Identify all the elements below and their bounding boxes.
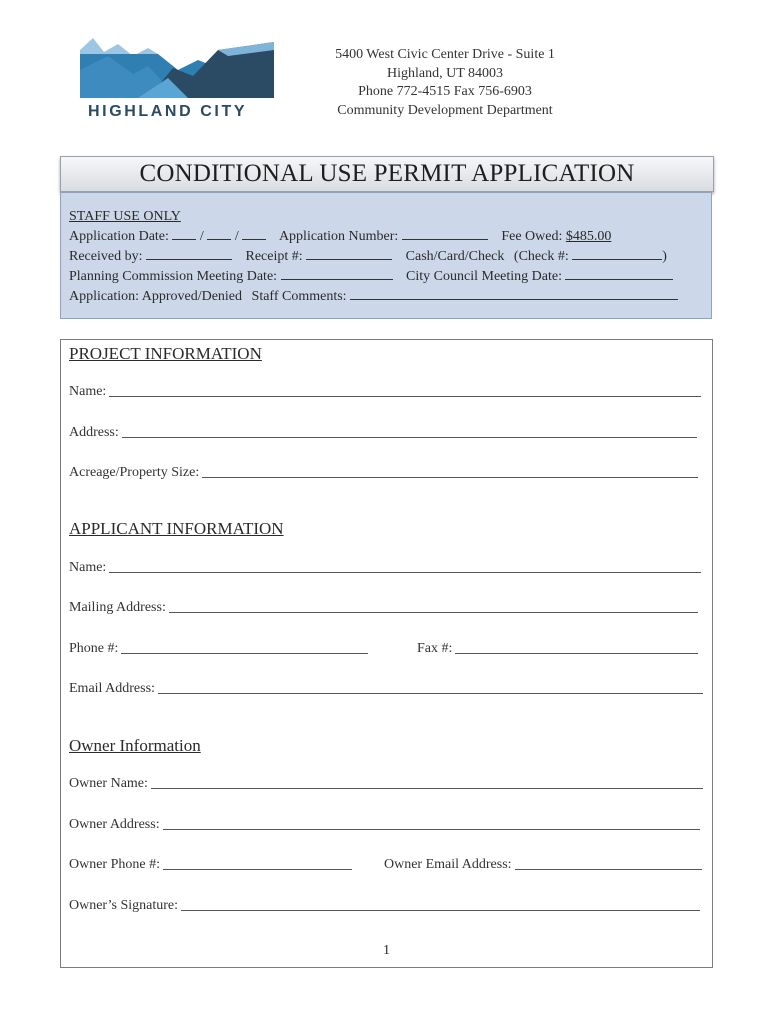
check-number-field[interactable] xyxy=(572,247,662,260)
planning-commission-date-field[interactable] xyxy=(281,267,393,280)
field-label: Owner’s Signature: xyxy=(69,898,178,913)
staff-comments-label: Staff Comments: xyxy=(251,289,347,304)
city-council-date-field[interactable] xyxy=(565,267,673,280)
owner-name-field[interactable] xyxy=(69,776,703,792)
owner-signature-field[interactable] xyxy=(69,898,700,914)
input-line[interactable] xyxy=(455,652,698,654)
application-date-label: Application Date: xyxy=(69,229,169,244)
input-line[interactable] xyxy=(121,652,368,654)
field-label: Fax #: xyxy=(417,641,453,656)
address-line: Community Development Department xyxy=(337,102,553,118)
application-form xyxy=(60,339,713,968)
staff-heading: STAFF USE ONLY xyxy=(69,209,181,224)
owner-address-field[interactable] xyxy=(69,817,700,833)
city-council-label: City Council Meeting Date: xyxy=(406,269,562,284)
staff-use-section xyxy=(60,192,712,319)
received-by-label: Received by: xyxy=(69,249,143,264)
owner-email-field[interactable] xyxy=(384,857,702,873)
receipt-field[interactable] xyxy=(306,247,392,260)
payment-method-label: Cash/Card/Check xyxy=(405,249,505,264)
input-line[interactable] xyxy=(122,436,697,438)
project-name-field[interactable] xyxy=(69,384,701,400)
acreage-field[interactable] xyxy=(69,465,698,481)
input-line[interactable] xyxy=(109,395,701,397)
mailing-address-field[interactable] xyxy=(69,600,698,616)
title-bar xyxy=(60,156,714,192)
input-line[interactable] xyxy=(109,571,701,573)
date-separator: / xyxy=(199,229,204,244)
input-line[interactable] xyxy=(181,909,700,911)
owner-phone-field[interactable] xyxy=(69,857,352,873)
field-label: Owner Address: xyxy=(69,817,160,832)
project-address-field[interactable] xyxy=(69,425,697,441)
planning-commission-label: Planning Commission Meeting Date: xyxy=(69,269,278,284)
input-line[interactable] xyxy=(158,692,703,694)
fee-owed-label: Fee Owed: xyxy=(501,229,563,244)
address-line: Highland, UT 84003 xyxy=(386,65,503,81)
fax-field[interactable] xyxy=(417,641,698,657)
application-status-label: Application: Approved/Denied xyxy=(69,289,243,304)
field-label: Mailing Address: xyxy=(69,600,166,615)
staff-row-2 xyxy=(69,247,667,266)
input-line[interactable] xyxy=(163,868,352,870)
logo-wordmark: HIGHLAND CITY xyxy=(88,103,248,120)
field-label: Acreage/Property Size: xyxy=(69,465,200,480)
application-number-label: Application Number: xyxy=(278,229,399,244)
date-month-field[interactable] xyxy=(172,227,196,240)
field-label: Name: xyxy=(69,560,107,575)
email-field[interactable] xyxy=(69,681,703,697)
office-address xyxy=(300,46,590,120)
page-number: 1 xyxy=(383,943,390,958)
field-label: Owner Phone #: xyxy=(69,857,160,872)
applicant-info-heading: APPLICANT INFORMATION xyxy=(69,519,284,538)
phone-field[interactable] xyxy=(69,641,368,657)
applicant-name-field[interactable] xyxy=(69,560,701,576)
input-line[interactable] xyxy=(163,828,700,830)
date-day-field[interactable] xyxy=(207,227,231,240)
check-close-paren: ) xyxy=(662,249,667,264)
fee-owed-value: $485.00 xyxy=(565,229,612,244)
staff-row-3 xyxy=(69,267,673,286)
field-label: Owner Email Address: xyxy=(384,857,512,872)
document-title: CONDITIONAL USE PERMIT APPLICATION xyxy=(139,160,635,187)
field-label: Owner Name: xyxy=(69,776,148,791)
receipt-label: Receipt #: xyxy=(245,249,303,264)
address-line: Phone 772-4515 Fax 756-6903 xyxy=(358,84,532,99)
field-label: Phone #: xyxy=(69,641,119,656)
staff-comments-field[interactable] xyxy=(350,287,678,300)
input-line[interactable] xyxy=(202,476,698,478)
input-line[interactable] xyxy=(515,868,702,870)
check-number-label: (Check #: xyxy=(513,249,569,264)
owner-info-heading: Owner Information xyxy=(69,736,201,755)
date-separator: / xyxy=(234,229,239,244)
project-info-heading: PROJECT INFORMATION xyxy=(69,344,262,363)
application-number-field[interactable] xyxy=(402,227,488,240)
received-by-field[interactable] xyxy=(146,247,232,260)
address-line: 5400 West Civic Center Drive - Suite 1 xyxy=(335,47,555,62)
staff-row-4 xyxy=(69,287,678,306)
field-label: Name: xyxy=(69,384,107,399)
date-year-field[interactable] xyxy=(242,227,266,240)
field-label: Address: xyxy=(69,425,119,440)
staff-row-1 xyxy=(69,227,611,246)
input-line[interactable] xyxy=(151,787,703,789)
input-line[interactable] xyxy=(169,611,698,613)
field-label: Email Address: xyxy=(69,681,155,696)
